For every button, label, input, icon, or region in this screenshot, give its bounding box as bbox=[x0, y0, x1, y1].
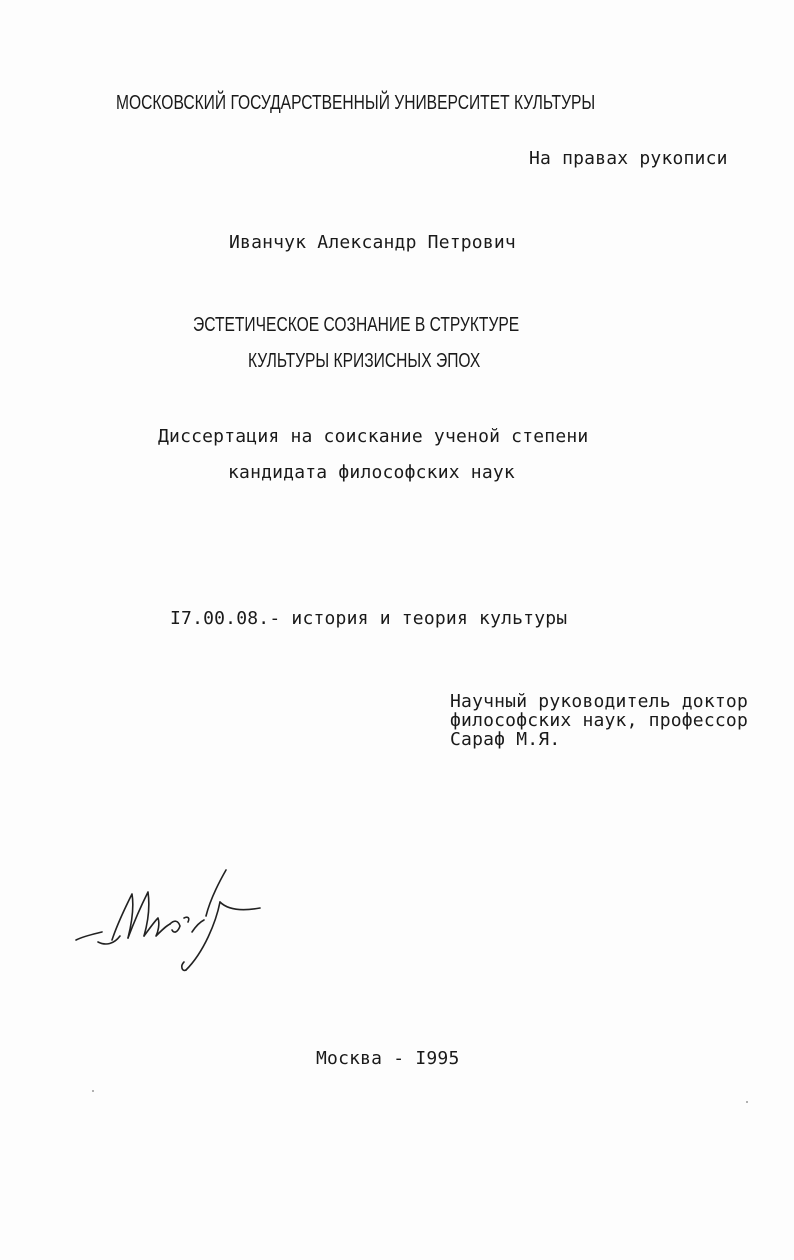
paper-speck bbox=[746, 1101, 748, 1103]
dissertation-title-line-2: КУЛЬТУРЫ КРИЗИСНЫХ ЭПОХ bbox=[248, 350, 481, 372]
dissertation-title-line-1: ЭСТЕТИЧЕСКОЕ СОЗНАНИЕ В СТРУКТУРЕ bbox=[193, 314, 520, 336]
paper-speck bbox=[92, 1090, 94, 1092]
handwritten-signature bbox=[70, 862, 270, 982]
supervisor-line-3: Сараф М.Я. bbox=[450, 729, 561, 750]
supervisor-line-2: философских наук, профессор bbox=[450, 710, 748, 731]
city-and-year: Москва - I995 bbox=[316, 1048, 460, 1069]
specialty-code: I7.00.08.- история и теория культуры bbox=[170, 608, 568, 629]
author-name: Иванчук Александр Петрович bbox=[229, 232, 516, 253]
manuscript-note: На правах рукописи bbox=[529, 148, 728, 169]
degree-statement-line-1: Диссертация на соискание ученой степени bbox=[158, 426, 589, 447]
supervisor-line-1: Научный руководитель доктор bbox=[450, 691, 748, 712]
degree-statement-line-2: кандидата философских наук bbox=[228, 462, 515, 483]
university-name: МОСКОВСКИЙ ГОСУДАРСТВЕННЫЙ УНИВЕРСИТЕТ КУЛЬТУРЫ bbox=[116, 92, 596, 114]
